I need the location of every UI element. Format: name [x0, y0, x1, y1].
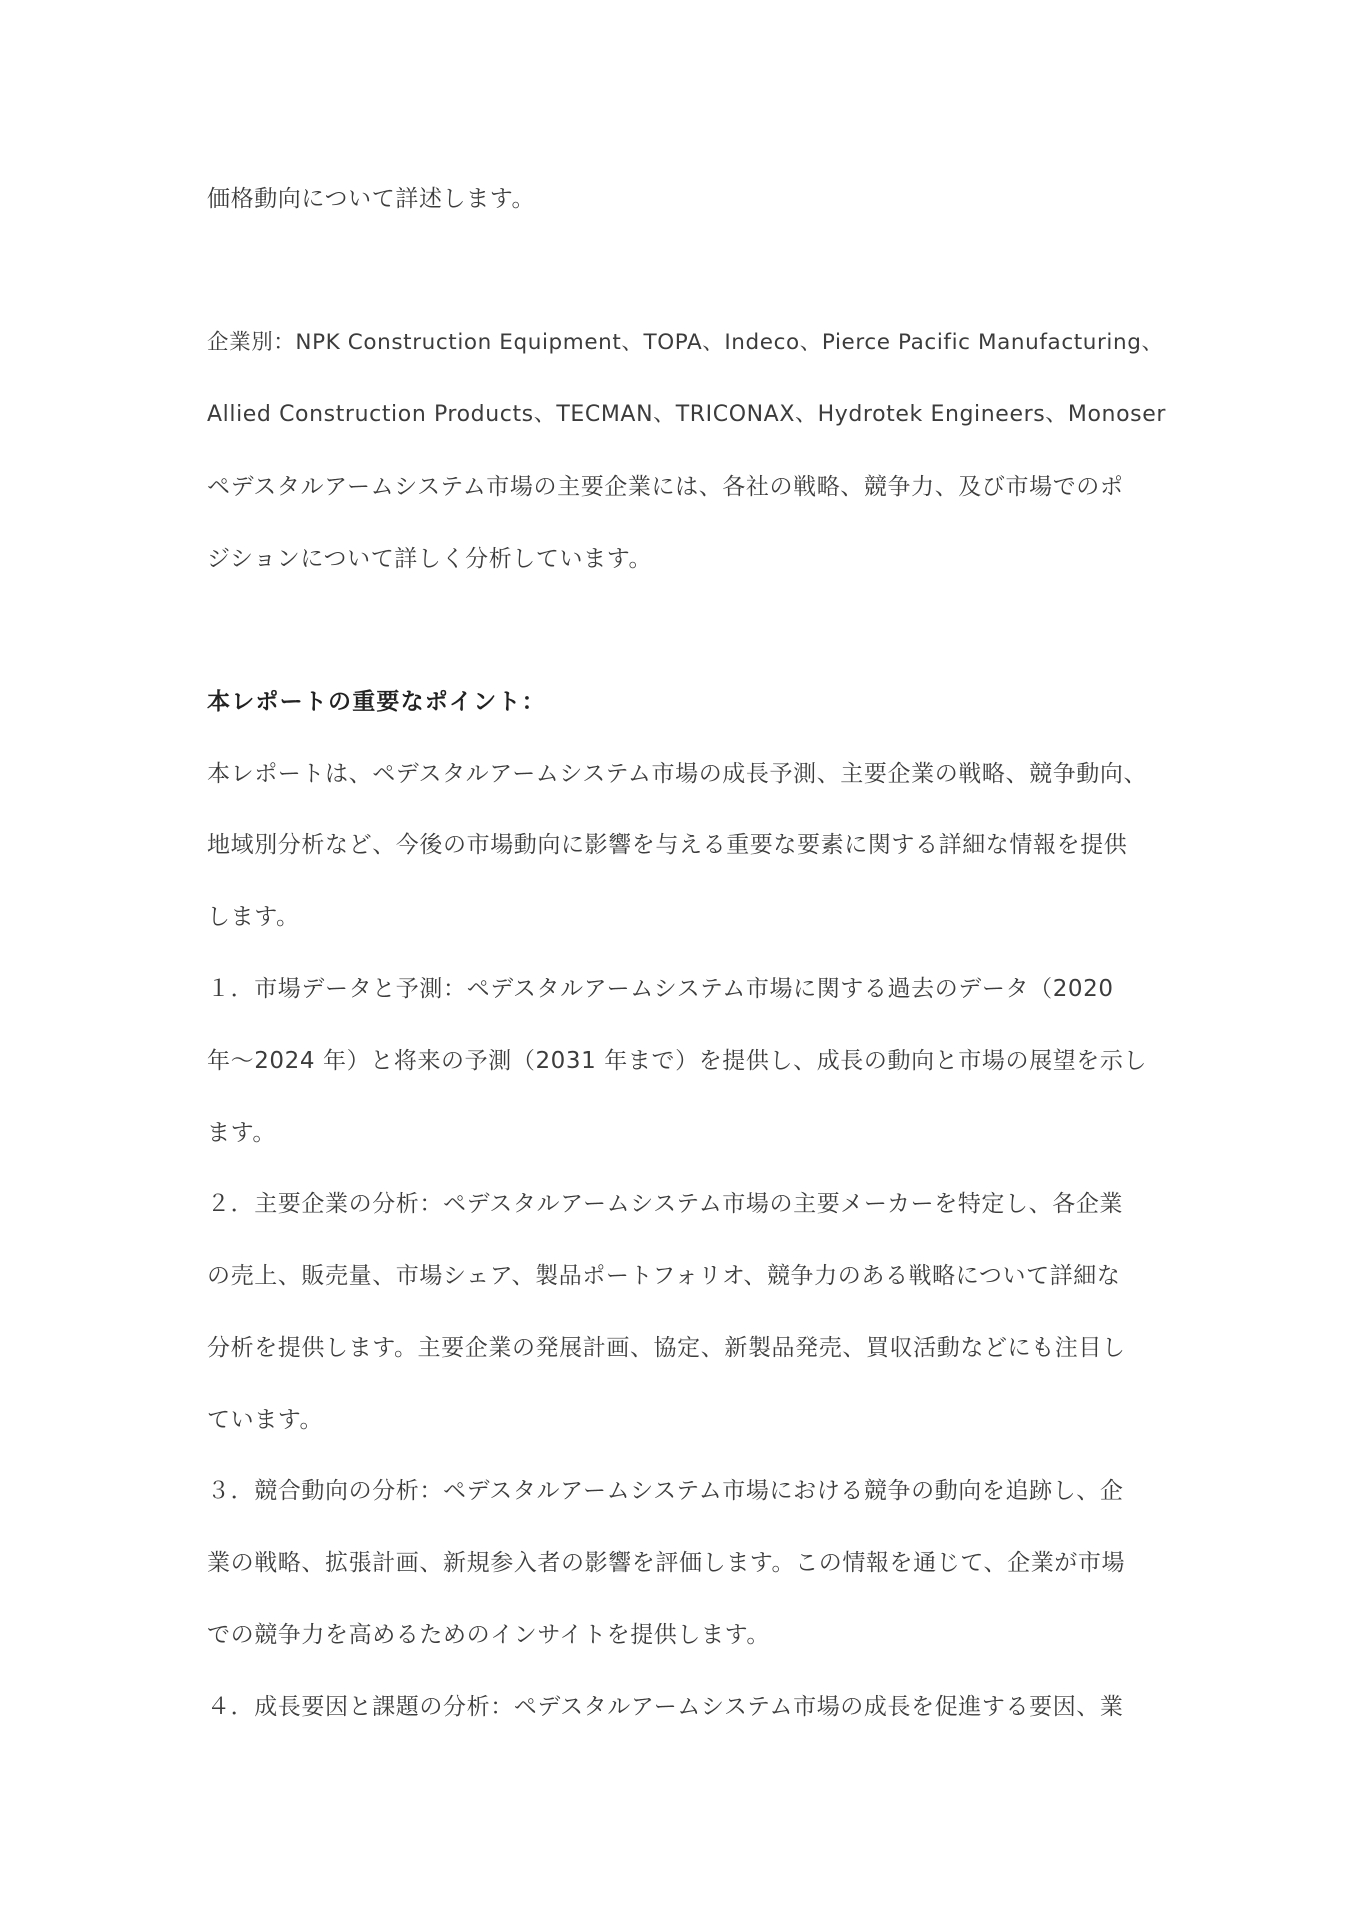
- list-item-line: ３．競合動向の分析：ペデスタルアームシステム市場における競争の動向を追跡し、企: [207, 1478, 1124, 1504]
- list-item-line: 分析を提供します。主要企業の発展計画、協定、新製品発売、買収活動などにも注目し: [207, 1335, 1126, 1361]
- companies-line: 企業別：NPK Construction Equipment、TOPA、Indeco、Pierce Pacific Manufacturing、: [207, 330, 1164, 355]
- list-item-line: ２．主要企業の分析：ペデスタルアームシステム市場の主要メーカーを特定し、各企業: [207, 1191, 1124, 1217]
- list-item-line: の売上、販売量、市場シェア、製品ポートフォリオ、競争力のある戦略について詳細な: [207, 1263, 1121, 1289]
- list-item-line: ています。: [207, 1407, 324, 1433]
- text-line: 地域別分析など、今後の市場動向に影響を与える重要な要素に関する詳細な情報を提供: [207, 832, 1128, 858]
- list-item-line: １．市場データと予測：ペデスタルアームシステム市場に関する過去のデータ（2020: [207, 976, 1114, 1002]
- list-item-line: 年～2024 年）と将来の予測（2031 年まで）を提供し、成長の動向と市場の展望を示し: [207, 1048, 1148, 1074]
- text-line: 本レポートは、ペデスタルアームシステム市場の成長予測、主要企業の戦略、競争動向、: [207, 761, 1148, 787]
- companies-line: Allied Construction Products、TECMAN、TRICONAX、Hydrotek Engineers、Monoser: [207, 402, 1166, 427]
- section-heading: 本レポートの重要なポイント：: [207, 689, 546, 715]
- list-item-line: ４．成長要因と課題の分析：ペデスタルアームシステム市場の成長を促進する要因、業: [207, 1694, 1124, 1720]
- list-item-line: での競争力を高めるためのインサイトを提供します。: [207, 1622, 770, 1648]
- text-line: 価格動向について詳述します。: [207, 186, 536, 212]
- text-line: します。: [207, 904, 300, 930]
- list-item-line: 業の戦略、拡張計画、新規参入者の影響を評価します。この情報を通じて、企業が市場: [207, 1550, 1126, 1576]
- text-line: ジションについて詳しく分析しています。: [207, 546, 653, 572]
- text-line: ペデスタルアームシステム市場の主要企業には、各社の戦略、競争力、及び市場でのポ: [207, 474, 1124, 500]
- list-item-line: ます。: [207, 1120, 276, 1146]
